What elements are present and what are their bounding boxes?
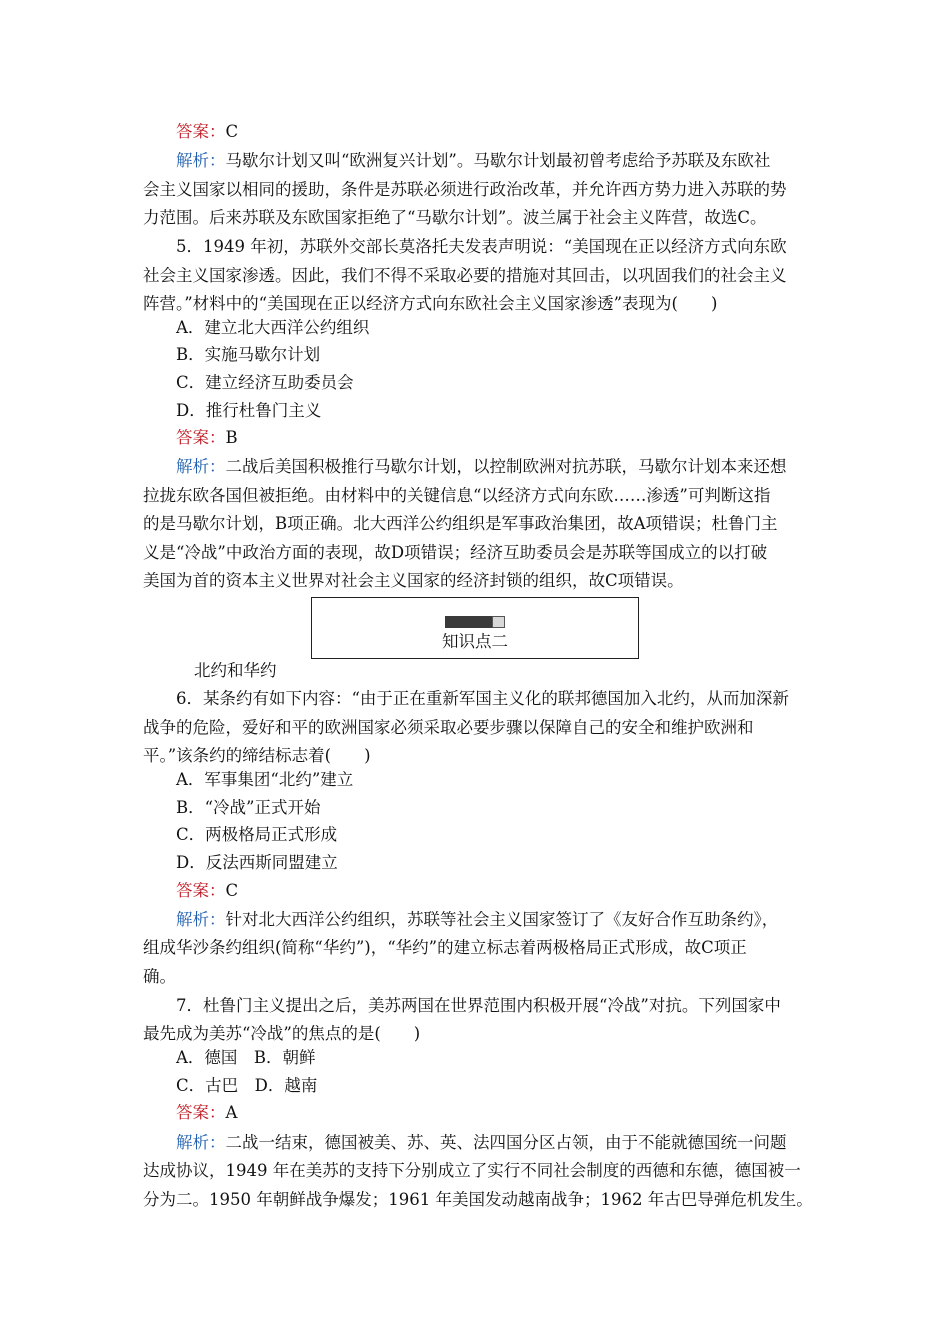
section-title: 北约和华约 (194, 661, 277, 680)
q6-option: B．“冷战”正式开始 (176, 798, 321, 817)
q5-analysis-line: 美国为首的资本主义世界对社会主义国家的经济封锁的组织，故C项错误。 (143, 571, 684, 590)
q7-stem-line: 7．杜鲁门主义提出之后，美苏两国在世界范围内积极开展“冷战”对抗。下列国家中 (176, 996, 781, 1015)
q6-stem-line: 战争的危险，爱好和平的欧洲国家必须采取必要步骤以保障自己的安全和维护欧洲和 (143, 718, 754, 737)
q6-analysis-line: 解析：针对北大西洋公约组织，苏联等社会主义国家签订了《友好合作互助条约》， (176, 910, 779, 929)
q5-answer: 答案：B (176, 428, 238, 447)
q6-option: A．军事集团“北约”建立 (176, 770, 354, 789)
q4-answer: 答案：C (176, 122, 239, 141)
q5-option: C．建立经济互助委员会 (176, 373, 354, 392)
q5-stem-line: 社会主义国家渗透。因此，我们不得不采取必要的措施对其回击，以巩固我们的社会主义 (143, 266, 787, 285)
q4-analysis-line: 解析：马歇尔计划又叫“欧洲复兴计划”。马歇尔计划最初曾考虑给予苏联及东欧社 (176, 151, 771, 170)
knowledge-point-box (311, 597, 639, 659)
q5-analysis-line: 拉拢东欧各国但被拒绝。由材料中的关键信息“以经济方式向东欧……渗透”可判断这指 (143, 486, 771, 505)
q7-analysis-line: 达成协议，1949 年在美苏的支持下分别成立了实行不同社会制度的西德和东德，德国被一 (143, 1161, 801, 1180)
q7-analysis-line: 解析：二战一结束，德国被美、苏、英、法四国分区占领，由于不能就德国统一问题 (176, 1133, 787, 1152)
q7-analysis-line: 分为二。1950 年朝鲜战争爆发；1961 年美国发动越南战争；1962 年古巴导弹危机发生。 (143, 1190, 813, 1209)
q6-stem-line: 平。”该条约的缔结标志着( ) (143, 746, 371, 765)
analysis-label: 解析： (176, 151, 226, 170)
answer-label: 答案： (176, 428, 226, 447)
q5-stem-line: 5．1949 年初，苏联外交部长莫洛托夫发表声明说：“美国现在正以经济方式向东欧 (176, 237, 787, 256)
analysis-label: 解析： (176, 457, 226, 476)
q6-stem-line: 6．某条约有如下内容：“由于正在重新军国主义化的联邦德国加入北约，从而加深新 (176, 689, 789, 708)
knowledge-point-title: 知识点二 (442, 632, 508, 651)
q6-analysis-line: 确。 (143, 967, 176, 986)
q5-option: D．推行杜鲁门主义 (176, 401, 322, 420)
q5-analysis-line: 的是马歇尔计划，B项正确。北大西洋公约组织是军事政治集团，故A项错误；杜鲁门主 (143, 514, 778, 533)
q5-stem-line: 阵营。”材料中的“美国现在正以经济方式向东欧社会主义国家渗透”表现为( ) (143, 294, 718, 313)
q7-option: C．古巴 D．越南 (176, 1076, 318, 1095)
q6-answer: 答案：C (176, 881, 239, 900)
progress-bar-end-icon (492, 616, 505, 628)
q5-option: A．建立北大西洋公约组织 (176, 318, 370, 337)
q6-analysis-line: 组成华沙条约组织(简称“华约”)，“华约”的建立标志着两极格局正式形成，故C项正 (143, 938, 747, 957)
q5-analysis-line: 解析：二战后美国积极推行马歇尔计划，以控制欧洲对抗苏联，马歇尔计划本来还想 (176, 457, 787, 476)
q6-option: D．反法西斯同盟建立 (176, 853, 338, 872)
q7-stem-line: 最先成为美苏“冷战”的焦点的是( ) (143, 1024, 421, 1043)
q4-analysis-line: 力范围。后来苏联及东欧国家拒绝了“马歇尔计划”。波兰属于社会主义阵营，故选C。 (143, 208, 767, 227)
q7-answer: 答案：A (176, 1103, 238, 1122)
answer-label: 答案： (176, 881, 226, 900)
analysis-label: 解析： (176, 1133, 226, 1152)
analysis-label: 解析： (176, 910, 226, 929)
q7-option: A．德国 B．朝鲜 (176, 1048, 316, 1067)
q4-analysis-line: 会主义国家以相同的援助，条件是苏联必须进行政治改革，并允许西方势力进入苏联的势 (143, 180, 787, 199)
q6-option: C．两极格局正式形成 (176, 825, 338, 844)
answer-label: 答案： (176, 122, 226, 141)
q5-option: B．实施马歇尔计划 (176, 345, 321, 364)
answer-label: 答案： (176, 1103, 226, 1122)
q5-analysis-line: 义是“冷战”中政治方面的表现，故D项错误；经济互助委员会是苏联等国成立的以打破 (143, 543, 768, 562)
